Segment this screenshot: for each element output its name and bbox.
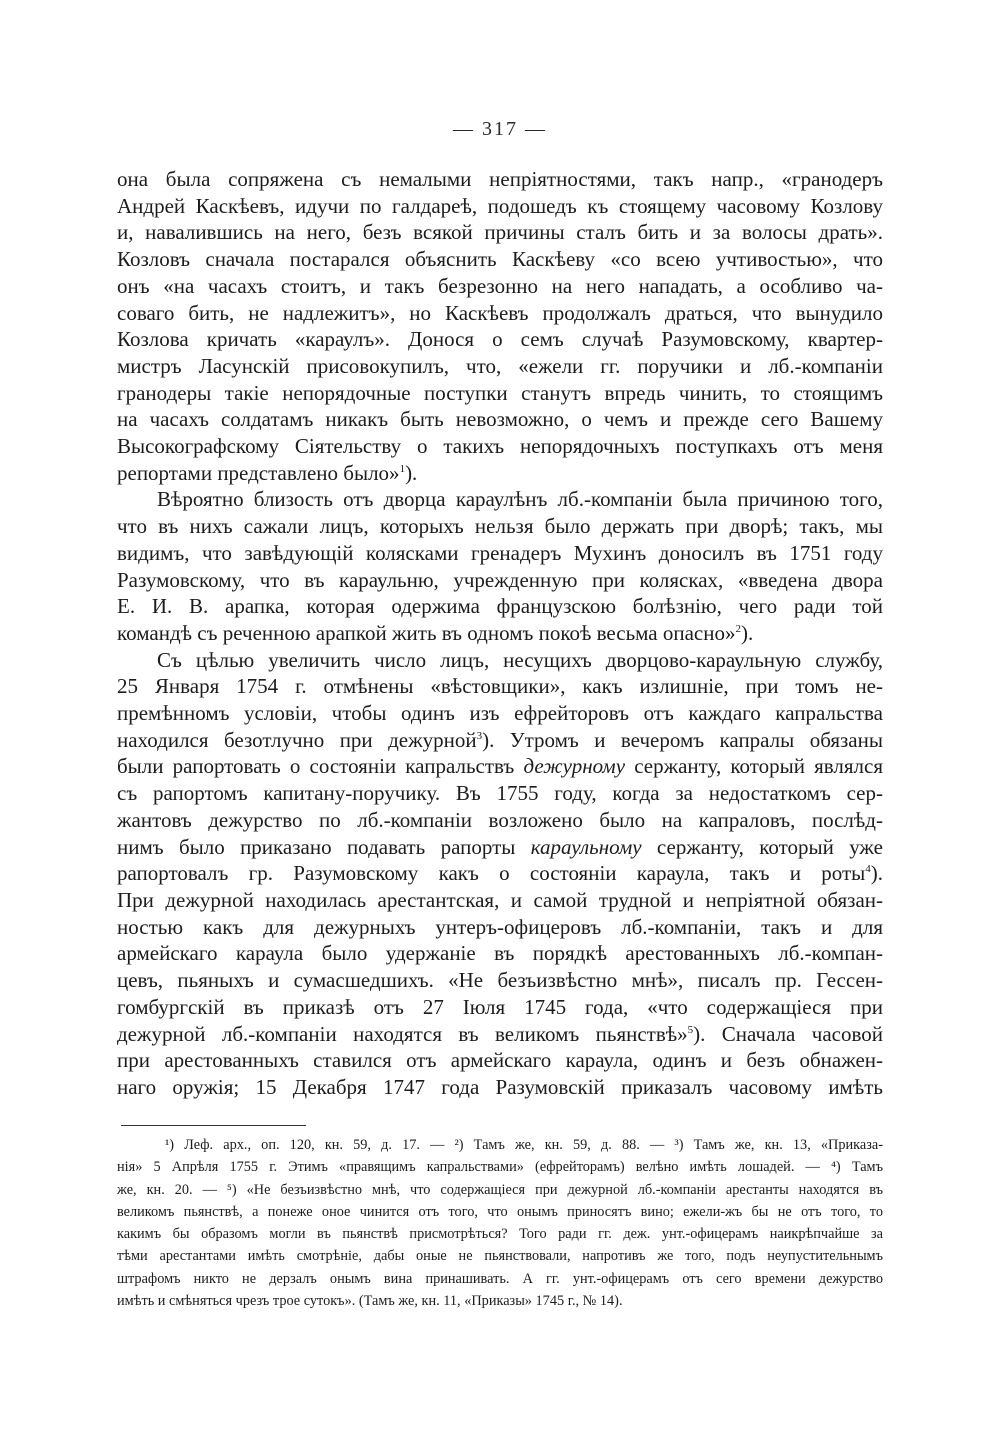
- text-line: находился безотлучно при дежурной$^3$). Утромъ и вечеромъ капралы обязаны: [117, 727, 883, 752]
- text-line: она была сопряжена съ немалыми непріятностями, такъ напр., «гранодеръ: [117, 167, 883, 191]
- footnote-line: нія» 5 Апрѣля 1755 г. Этимъ «правящимъ капральствами» (ефрейторамъ) велѣно имѣть лошадей. — ⁴) Тамъ: [117, 1159, 883, 1176]
- text-line: армейскаго караула было удержаніе въ порядкѣ арестованныхъ лб.-компан-: [117, 941, 883, 966]
- text-line: премѣнномъ условіи, чтобы одинъ изъ ефрейторовъ отъ каждаго капральства: [117, 701, 883, 726]
- text-line: при арестованныхъ ставился отъ армейскаго караула, одинъ и безъ обнажен-: [117, 1048, 883, 1073]
- footnote-line: тѣми арестантами имѣть смотрѣніе, дабы оные не пьянствовали, напротивъ же того, подъ неупустительнымъ: [117, 1248, 883, 1265]
- main-text: [117, 166, 883, 1101]
- text-line: наго оружія; 15 Декабря 1747 года Разумовскій приказалъ часовому имѣть: [117, 1074, 883, 1099]
- text-line: Высокографскому Сіятельству о такихъ непорядочныхъ поступкахъ отъ меня: [117, 434, 883, 459]
- footnote-line: штрафомъ никто не дерзалъ онымъ вина принашивать. А гг. унт.-офицерамъ отъ сего времени дежурство: [117, 1270, 883, 1287]
- text-line: видимъ, что завѣдующій колясками гренадеръ Мухинъ доносилъ въ 1751 году: [117, 540, 883, 565]
- text-line: онъ «на часахъ стоитъ, и такъ безрезонно на него нападать, а особливо ча-: [117, 273, 883, 298]
- text-line: Разумовскому, что въ караульню, учрежденную при колясках, «введена двора: [117, 567, 883, 592]
- text-line: ностью какъ для дежурныхъ унтеръ-офицеровъ лб.-компаніи, такъ и для: [117, 914, 883, 939]
- text-line: были рапортовать о состояніи капральствъ дежурному сержанту, который являлся: [117, 754, 883, 779]
- text-line: дежурной лб.-компаніи находятся въ великомъ пьянствѣ»$^5$). Сначала часовой: [117, 1021, 883, 1046]
- text-line: Вѣроятно близость отъ дворца караулѣнъ лб.-компаніи была причиною того,: [157, 487, 883, 512]
- footnote-line: ¹) Леф. арх., оп. 120, кн. 59, д. 17. — ²) Тамъ же, кн. 59, д. 88. — ³) Тамъ же, кн. 13, «Приказа-: [165, 1137, 883, 1153]
- footnote-ref: 2: [735, 622, 741, 635]
- text-line: Козловъ сначала постарался объяснить Каскѣеву «со всею учтивостью», что: [117, 247, 883, 272]
- footnote-line: какимъ бы образомъ могли въ пьянствѣ присмотрѣться? Того ради гг. деж. унт.-офицерамъ наикрѣпчайше за: [117, 1226, 883, 1243]
- footnotes: [117, 1134, 883, 1312]
- text-line: Андрей Каскѣевъ, идучи по галдареѣ, подошедъ къ стоящему часовому Козлову: [117, 193, 883, 218]
- footnote-line: имѣть и смѣняться чрезъ трое сутокъ». (Тамъ же, кн. 11, «Приказы» 1745 г., № 14).: [117, 1293, 623, 1310]
- text-line: и, навалившись на него, безъ всякой причины сталъ бить и за волосы драть».: [117, 220, 883, 245]
- text-line: гранодеры такіе непорядочные поступки станутъ впредь чинить, то стоящимъ: [117, 380, 883, 405]
- text-line: При дежурной находилась арестантская, и самой трудной и непріятной обязан-: [117, 887, 883, 912]
- footnote-ref: 5: [687, 1023, 694, 1036]
- text-line: 25 Января 1754 г. отмѣнены «вѣстовщики», какъ излишніе, при томъ не-: [117, 674, 883, 699]
- text-line: нимъ было приказано подавать рапорты караульному сержанту, который уже: [117, 834, 883, 859]
- text-line: жантовъ дежурство по лб.-компаніи возложено было на капраловъ, послѣд-: [117, 807, 883, 832]
- footnote-line: же, кн. 20. — ⁵) «Не безъизвѣстно мнѣ, что содержащіеся при дежурной лб.-компаніи арестанты находятся въ: [117, 1181, 883, 1198]
- text-line: репортами представлено было»$^1$).: [117, 460, 418, 485]
- text-line: цевъ, пьяныхъ и сумасшедшихъ. «Не безъизвѣстно мнѣ», писалъ пр. Гессен-: [117, 968, 883, 993]
- page-number: — 317 —: [453, 118, 547, 140]
- text-line: соваго бить, не надлежитъ», но Каскѣевъ продолжалъ драться, что вынудило: [117, 300, 883, 325]
- text-line: рапортовалъ гр. Разумовскому какъ о состояніи караула, такъ и роты$^4$).: [117, 861, 883, 886]
- text-line: Козлова кричать «караулъ». Донося о семъ случаѣ Разумовскому, квартер-: [117, 327, 883, 352]
- footnote-ref: 1: [399, 462, 406, 475]
- text-line: мистръ Ласунскій присовокупилъ, что, «ежели гг. поручики и лб.-компаніи: [117, 353, 883, 378]
- text-line: Е. И. В. арапка, которая одержима французскою болѣзнію, чего ради той: [117, 594, 883, 619]
- footnote-line: великомъ пьянствѣ, а понеже оное чинится отъ того, что онымъ приносятъ вино; ежели-жъ бы не отъ того, то: [117, 1203, 883, 1220]
- text-line: командѣ съ реченною арапкой жить въ одномъ покоѣ весьма опасно»$^2$).: [117, 620, 754, 645]
- footnote-divider: [121, 1125, 306, 1126]
- footnote-ref: 3: [476, 729, 483, 742]
- text-line: на часахъ солдатамъ никакъ быть невозможно, о чемъ и прежде сего Вашему: [117, 407, 883, 432]
- text-line: что въ нихъ сажали лицъ, которыхъ нельзя было держать при дворѣ; такъ, мы: [117, 514, 883, 539]
- text-line: Съ цѣлью увеличить число лицъ, несущихъ дворцово-караульную службу,: [157, 647, 883, 672]
- text-line: съ рапортомъ капитану-поручику. Въ 1755 году, когда за недостаткомъ сер-: [117, 781, 883, 806]
- footnote-ref: 4: [865, 863, 871, 876]
- text-line: гомбургскій въ приказѣ отъ 27 Іюля 1745 года, «что содержащіеся при: [117, 994, 883, 1019]
